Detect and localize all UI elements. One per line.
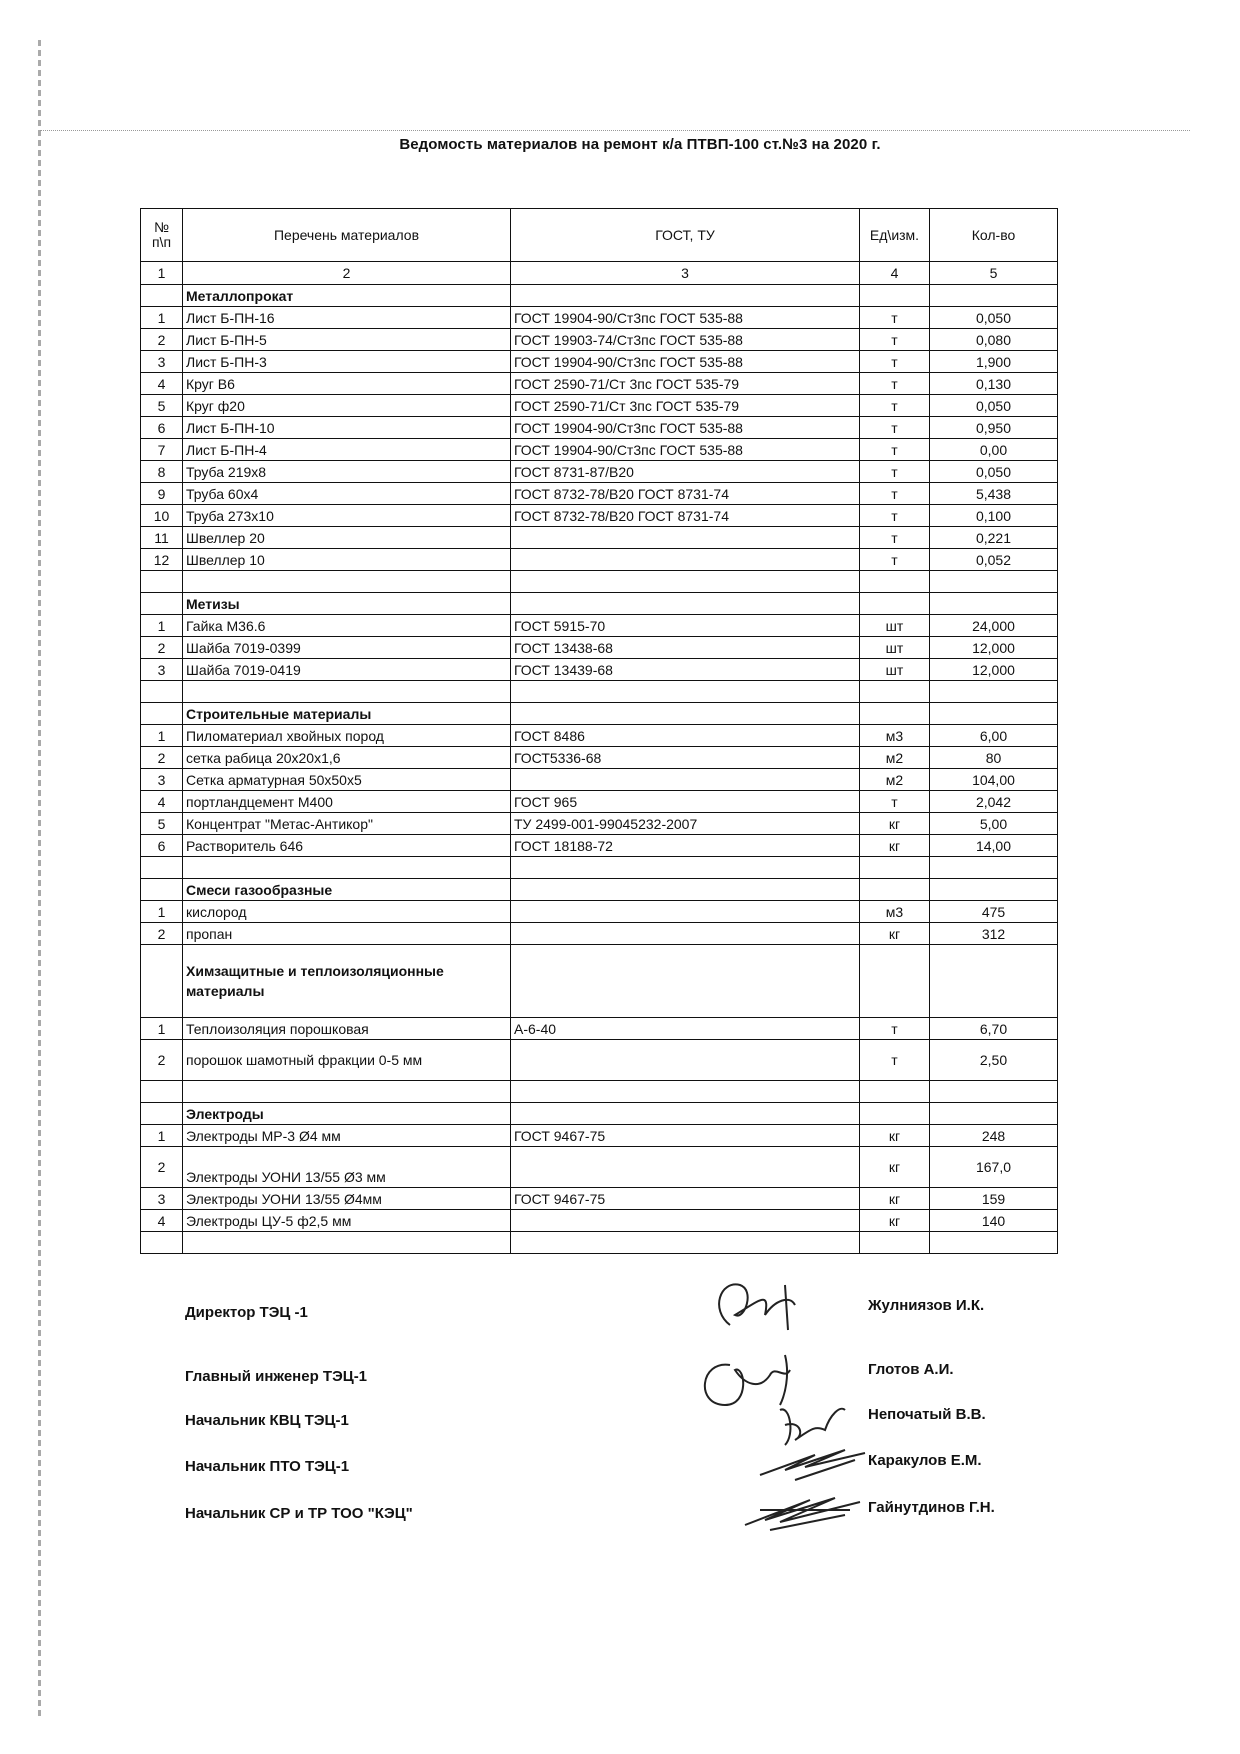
material-gost: ГОСТ 8731-87/В20 [511, 461, 860, 483]
signatory-name: Каракулов Е.М. [868, 1452, 982, 1469]
row-number [141, 703, 183, 725]
table-row [141, 395, 1058, 417]
table-row [141, 769, 1058, 791]
row-number: 3 [141, 1188, 183, 1210]
table-section-row [141, 879, 1058, 901]
handwritten-signature [700, 1270, 820, 1340]
material-gost: ГОСТ 9467-75 [511, 1125, 860, 1147]
material-gost [511, 857, 860, 879]
row-number: 2 [141, 637, 183, 659]
material-name: Лист Б-ПН-16 [183, 307, 511, 329]
signatory-position: Начальник СР и ТР ТОО "КЭЦ" [185, 1505, 413, 1522]
material-gost: ГОСТ 9467-75 [511, 1188, 860, 1210]
table-row [141, 439, 1058, 461]
material-gost: ГОСТ5336-68 [511, 747, 860, 769]
column-number: 2 [183, 262, 511, 285]
material-unit [860, 1103, 930, 1125]
row-number: 4 [141, 373, 183, 395]
table-row [141, 1040, 1058, 1081]
material-name: пропан [183, 923, 511, 945]
row-number: 9 [141, 483, 183, 505]
header-unit: Ед\изм. [860, 209, 930, 262]
material-quantity: 5,00 [930, 813, 1058, 835]
material-gost [511, 285, 860, 307]
row-number: 2 [141, 747, 183, 769]
material-unit [860, 285, 930, 307]
material-quantity: 0,221 [930, 527, 1058, 549]
handwritten-signature [690, 1335, 820, 1415]
row-number [141, 1081, 183, 1103]
materials-table [140, 208, 1058, 1254]
row-number: 6 [141, 835, 183, 857]
header-qty: Кол-во [930, 209, 1058, 262]
material-quantity: 12,000 [930, 659, 1058, 681]
table-row [141, 791, 1058, 813]
row-number: 1 [141, 1018, 183, 1040]
row-number: 7 [141, 439, 183, 461]
material-gost: А-6-40 [511, 1018, 860, 1040]
material-quantity [930, 285, 1058, 307]
material-name: Химзащитные и теплоизоляционные материалы [183, 945, 511, 1018]
row-number [141, 1232, 183, 1254]
material-unit [860, 857, 930, 879]
material-unit: т [860, 307, 930, 329]
table-row [141, 549, 1058, 571]
material-quantity: 140 [930, 1210, 1058, 1232]
material-unit: т [860, 1018, 930, 1040]
material-gost [511, 1147, 860, 1188]
table-row [141, 505, 1058, 527]
material-name: Гайка М36.6 [183, 615, 511, 637]
header-name: Перечень материалов [183, 209, 511, 262]
material-quantity: 0,052 [930, 549, 1058, 571]
material-unit: кг [860, 813, 930, 835]
material-name [183, 1232, 511, 1254]
table-row [141, 461, 1058, 483]
row-number: 3 [141, 351, 183, 373]
material-gost [511, 703, 860, 725]
material-name: Концентрат "Метас-Антикор" [183, 813, 511, 835]
header-num: № п\п [141, 209, 183, 262]
handwritten-signature [770, 1395, 860, 1455]
table-row [141, 813, 1058, 835]
row-number: 8 [141, 461, 183, 483]
material-gost [511, 527, 860, 549]
material-quantity: 104,00 [930, 769, 1058, 791]
row-number [141, 1103, 183, 1125]
material-quantity: 0,050 [930, 461, 1058, 483]
material-quantity [930, 703, 1058, 725]
table-row [141, 725, 1058, 747]
material-name: Электроды УОНИ 13/55 Ø3 мм [183, 1147, 511, 1188]
material-unit: т [860, 461, 930, 483]
material-quantity [930, 1232, 1058, 1254]
material-quantity: 159 [930, 1188, 1058, 1210]
material-gost: ГОСТ 5915-70 [511, 615, 860, 637]
table-row [141, 1210, 1058, 1232]
table-row [141, 1125, 1058, 1147]
material-gost: ГОСТ 2590-71/Ст 3пс ГОСТ 535-79 [511, 395, 860, 417]
material-name: Смеси газообразные [183, 879, 511, 901]
material-gost: ГОСТ 18188-72 [511, 835, 860, 857]
row-number [141, 285, 183, 307]
material-gost [511, 901, 860, 923]
material-gost: ГОСТ 2590-71/Ст 3пс ГОСТ 535-79 [511, 373, 860, 395]
row-number [141, 945, 183, 1018]
material-quantity: 14,00 [930, 835, 1058, 857]
table-row [141, 417, 1058, 439]
material-name: Пиломатериал хвойных пород [183, 725, 511, 747]
material-quantity: 167,0 [930, 1147, 1058, 1188]
material-name: Лист Б-ПН-4 [183, 439, 511, 461]
material-quantity: 475 [930, 901, 1058, 923]
row-number: 2 [141, 923, 183, 945]
material-quantity [930, 857, 1058, 879]
material-unit [860, 571, 930, 593]
material-quantity: 6,00 [930, 725, 1058, 747]
material-unit: м2 [860, 747, 930, 769]
material-quantity [930, 1103, 1058, 1125]
material-name: Швеллер 20 [183, 527, 511, 549]
material-gost: ГОСТ 13439-68 [511, 659, 860, 681]
row-number [141, 681, 183, 703]
material-quantity: 0,080 [930, 329, 1058, 351]
material-gost [511, 1232, 860, 1254]
material-quantity: 0,050 [930, 307, 1058, 329]
row-number: 1 [141, 1125, 183, 1147]
material-gost [511, 571, 860, 593]
row-number [141, 879, 183, 901]
column-number: 5 [930, 262, 1058, 285]
material-name: Растворитель 646 [183, 835, 511, 857]
material-unit: кг [860, 835, 930, 857]
material-gost [511, 1040, 860, 1081]
material-gost: ГОСТ 19904-90/Ст3пс ГОСТ 535-88 [511, 417, 860, 439]
material-unit [860, 1232, 930, 1254]
material-gost: ГОСТ 8732-78/В20 ГОСТ 8731-74 [511, 505, 860, 527]
material-name: Шайба 7019-0399 [183, 637, 511, 659]
material-gost: ГОСТ 19904-90/Ст3пс ГОСТ 535-88 [511, 307, 860, 329]
material-gost: ТУ 2499-001-99045232-2007 [511, 813, 860, 835]
material-gost [511, 769, 860, 791]
material-unit: т [860, 351, 930, 373]
material-name: Металлопрокат [183, 285, 511, 307]
material-gost: ГОСТ 8732-78/В20 ГОСТ 8731-74 [511, 483, 860, 505]
material-name: Шайба 7019-0419 [183, 659, 511, 681]
scan-dotted-line [40, 130, 1190, 132]
row-number: 3 [141, 659, 183, 681]
scan-edge-mark [38, 40, 41, 1720]
material-quantity: 0,00 [930, 439, 1058, 461]
row-number: 1 [141, 615, 183, 637]
signatory-position: Начальник КВЦ ТЭЦ-1 [185, 1412, 349, 1429]
material-unit: т [860, 483, 930, 505]
material-name: Труба 219х8 [183, 461, 511, 483]
table-row [141, 637, 1058, 659]
material-name: Труба 273х10 [183, 505, 511, 527]
material-unit: м2 [860, 769, 930, 791]
table-row [141, 923, 1058, 945]
table-header-row [141, 209, 1058, 262]
material-quantity: 5,438 [930, 483, 1058, 505]
material-name [183, 571, 511, 593]
row-number: 6 [141, 417, 183, 439]
material-unit: кг [860, 1147, 930, 1188]
material-gost [511, 945, 860, 1018]
material-gost [511, 879, 860, 901]
table-blank-row [141, 571, 1058, 593]
material-gost [511, 681, 860, 703]
material-gost: ГОСТ 8486 [511, 725, 860, 747]
material-gost [511, 593, 860, 615]
row-number: 4 [141, 791, 183, 813]
table-row [141, 307, 1058, 329]
table-blank-row [141, 857, 1058, 879]
material-gost: ГОСТ 19904-90/Ст3пс ГОСТ 535-88 [511, 351, 860, 373]
row-number: 2 [141, 1147, 183, 1188]
material-unit [860, 681, 930, 703]
material-gost [511, 1210, 860, 1232]
material-unit: т [860, 527, 930, 549]
material-quantity: 312 [930, 923, 1058, 945]
material-name: Электроды МР-3 Ø4 мм [183, 1125, 511, 1147]
material-unit: т [860, 395, 930, 417]
table-row [141, 483, 1058, 505]
row-number: 5 [141, 395, 183, 417]
signatory-position: Начальник ПТО ТЭЦ-1 [185, 1458, 350, 1475]
material-quantity: 80 [930, 747, 1058, 769]
material-unit: т [860, 417, 930, 439]
row-number: 12 [141, 549, 183, 571]
material-name: Круг В6 [183, 373, 511, 395]
material-unit [860, 1081, 930, 1103]
material-unit: т [860, 1040, 930, 1081]
material-name: портландцемент М400 [183, 791, 511, 813]
table-row [141, 329, 1058, 351]
table-row [141, 351, 1058, 373]
table-row [141, 1188, 1058, 1210]
material-quantity: 248 [930, 1125, 1058, 1147]
material-unit: т [860, 549, 930, 571]
row-number: 2 [141, 329, 183, 351]
material-name: Электроды УОНИ 13/55 Ø4мм [183, 1188, 511, 1210]
column-numbers-row [141, 262, 1058, 285]
signatory-position: Главный инженер ТЭЦ-1 [185, 1368, 368, 1385]
table-row [141, 835, 1058, 857]
material-unit: т [860, 439, 930, 461]
handwritten-signature [740, 1480, 870, 1535]
signatory-name: Гайнутдинов Г.Н. [868, 1499, 995, 1516]
material-name: Круг ф20 [183, 395, 511, 417]
material-quantity: 1,900 [930, 351, 1058, 373]
table-row [141, 901, 1058, 923]
material-gost: ГОСТ 13438-68 [511, 637, 860, 659]
material-quantity: 0,050 [930, 395, 1058, 417]
material-name: сетка рабица 20х20х1,6 [183, 747, 511, 769]
material-unit: кг [860, 1188, 930, 1210]
material-name: Лист Б-ПН-10 [183, 417, 511, 439]
signatory-position: Директор ТЭЦ -1 [185, 1304, 308, 1321]
material-gost [511, 1081, 860, 1103]
row-number: 3 [141, 769, 183, 791]
material-unit: м3 [860, 725, 930, 747]
table-row [141, 1147, 1058, 1188]
material-unit: т [860, 505, 930, 527]
material-name: Метизы [183, 593, 511, 615]
material-quantity [930, 945, 1058, 1018]
material-name: Строительные материалы [183, 703, 511, 725]
material-quantity: 12,000 [930, 637, 1058, 659]
material-quantity: 6,70 [930, 1018, 1058, 1040]
material-name: порошок шамотный фракции 0-5 мм [183, 1040, 511, 1081]
material-name: Лист Б-ПН-5 [183, 329, 511, 351]
material-gost [511, 923, 860, 945]
table-row [141, 1018, 1058, 1040]
material-quantity: 24,000 [930, 615, 1058, 637]
row-number [141, 571, 183, 593]
material-name: Теплоизоляция порошковая [183, 1018, 511, 1040]
material-unit: шт [860, 659, 930, 681]
column-number: 1 [141, 262, 183, 285]
table-section-row [141, 285, 1058, 307]
table-section-row [141, 1103, 1058, 1125]
table-row [141, 527, 1058, 549]
table-row [141, 747, 1058, 769]
material-unit: шт [860, 637, 930, 659]
material-quantity: 0,130 [930, 373, 1058, 395]
material-unit: т [860, 329, 930, 351]
material-name [183, 1081, 511, 1103]
row-number: 10 [141, 505, 183, 527]
table-row [141, 373, 1058, 395]
row-number [141, 593, 183, 615]
material-name: Электроды ЦУ-5 ф2,5 мм [183, 1210, 511, 1232]
row-number: 2 [141, 1040, 183, 1081]
handwritten-signature [755, 1435, 875, 1485]
material-name [183, 681, 511, 703]
material-name: Сетка арматурная 50х50х5 [183, 769, 511, 791]
material-unit: м3 [860, 901, 930, 923]
table-section-row [141, 703, 1058, 725]
row-number: 1 [141, 307, 183, 329]
table-row [141, 659, 1058, 681]
row-number: 11 [141, 527, 183, 549]
row-number: 1 [141, 725, 183, 747]
material-quantity [930, 879, 1058, 901]
material-gost [511, 1103, 860, 1125]
table-section-row [141, 945, 1058, 1018]
row-number: 1 [141, 901, 183, 923]
table-section-row [141, 593, 1058, 615]
material-name: Электроды [183, 1103, 511, 1125]
header-gost: ГОСТ, ТУ [511, 209, 860, 262]
row-number: 5 [141, 813, 183, 835]
material-name: кислород [183, 901, 511, 923]
material-quantity [930, 681, 1058, 703]
material-gost [511, 549, 860, 571]
table-blank-row [141, 681, 1058, 703]
material-unit: т [860, 373, 930, 395]
document-title: Ведомость материалов на ремонт к/а ПТВП-100 ст.№3 на 2020 г. [399, 136, 881, 153]
table-blank-row [141, 1232, 1058, 1254]
material-unit: шт [860, 615, 930, 637]
column-number: 4 [860, 262, 930, 285]
table-blank-row [141, 1081, 1058, 1103]
material-quantity: 2,042 [930, 791, 1058, 813]
material-gost: ГОСТ 19903-74/Ст3пс ГОСТ 535-88 [511, 329, 860, 351]
row-number [141, 857, 183, 879]
material-unit: кг [860, 1210, 930, 1232]
signatory-name: Глотов А.И. [868, 1361, 954, 1378]
material-quantity: 0,100 [930, 505, 1058, 527]
row-number: 4 [141, 1210, 183, 1232]
table-row [141, 615, 1058, 637]
signatory-name: Жулниязов И.К. [868, 1297, 985, 1314]
material-unit [860, 703, 930, 725]
material-unit [860, 879, 930, 901]
signatory-name: Непочатый В.В. [868, 1406, 986, 1423]
material-quantity: 0,950 [930, 417, 1058, 439]
material-name: Швеллер 10 [183, 549, 511, 571]
material-quantity: 2,50 [930, 1040, 1058, 1081]
column-number: 3 [511, 262, 860, 285]
material-unit: т [860, 791, 930, 813]
material-quantity [930, 1081, 1058, 1103]
material-unit: кг [860, 923, 930, 945]
material-unit [860, 945, 930, 1018]
material-name [183, 857, 511, 879]
material-unit [860, 593, 930, 615]
material-name: Труба 60х4 [183, 483, 511, 505]
material-quantity [930, 571, 1058, 593]
material-gost: ГОСТ 965 [511, 791, 860, 813]
material-unit: кг [860, 1125, 930, 1147]
material-name: Лист Б-ПН-3 [183, 351, 511, 373]
material-quantity [930, 593, 1058, 615]
material-gost: ГОСТ 19904-90/Ст3пс ГОСТ 535-88 [511, 439, 860, 461]
